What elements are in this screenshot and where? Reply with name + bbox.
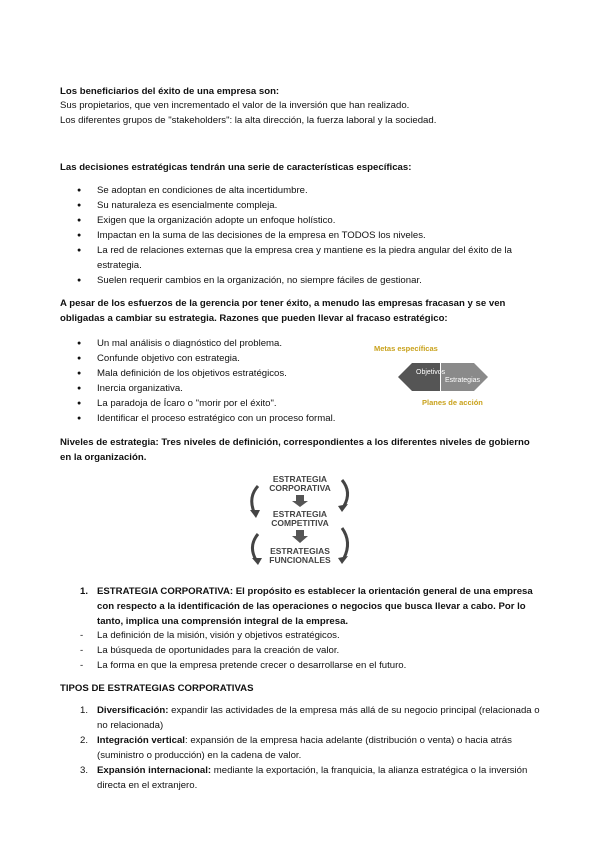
list-item: ● La red de relaciones externas que la empresa crea y mantiene es la piedra angular del éxito de la estrategia.: [60, 243, 540, 273]
list-item: ● Su naturaleza es esencialmente compleja.: [60, 198, 540, 213]
corporate-types-heading: TIPOS DE ESTRATEGIAS CORPORATIVAS: [60, 683, 254, 694]
characteristics-list: [60, 183, 540, 288]
list-item: - La búsqueda de oportunidades para la creación de valor.: [60, 643, 540, 658]
list-item: ● Suelen requerir cambios en la organización, no siempre fáciles de gestionar.: [60, 273, 540, 288]
list-item: ● La paradoja de Ícaro o "morir por el éxito".: [60, 396, 380, 411]
levels-heading: Niveles de estrategia: Tres niveles de definición, correspondientes a los diferentes niveles de gobierno en la organización.: [60, 437, 530, 463]
right-curve-arrowhead: [338, 556, 348, 564]
strategies-label: Estrategias: [445, 377, 481, 384]
list-item: [60, 763, 540, 793]
list-item: - La forma en que la empresa pretende crecer o desarrollarse en el futuro.: [60, 658, 540, 673]
list-item: [60, 733, 540, 763]
right-curve-arrow: [342, 528, 348, 558]
corporate-types-list: [60, 703, 540, 793]
specific-goals-label: Metas específicas: [374, 344, 438, 353]
left-curve-arrowhead-bottom: [252, 558, 262, 565]
action-plans-label: Planes de acción: [422, 398, 483, 407]
item-text: expandir las actividades de la empresa más allá de su negocio principal (relacionada o no relacionada): [97, 705, 540, 731]
list-item: ● Identificar el proceso estratégico con un proceso formal.: [60, 411, 380, 426]
strategy-levels-diagram: [244, 472, 356, 572]
level1-line1: ESTRATEGIA: [272, 474, 328, 484]
list-item: ● Impactan en la suma de las decisiones de la empresa en TODOS los niveles.: [60, 228, 540, 243]
item-term: Diversificación:: [97, 705, 169, 716]
characteristics-heading: Las decisiones estratégicas tendrán una serie de características específicas:: [60, 162, 412, 173]
level3-line1: ESTRATEGIAS: [270, 546, 330, 556]
corporate-strategy-text: ESTRATEGIA CORPORATIVA: El propósito es establecer la orientación general de una empresa con respecto a la identificación de las operaciones o negocios que busca llevar a cabo. Por lo tanto, implica una comprensión integral de la empresa.: [97, 586, 533, 627]
left-curve-arrow: [252, 486, 258, 512]
level2-line1: ESTRATEGIA: [272, 509, 328, 519]
left-curve-arrowhead: [250, 510, 260, 518]
level1-line2: CORPORATIVA: [269, 483, 331, 493]
item-term: Integración vertical: [97, 735, 185, 746]
beneficiaries-line: Los diferentes grupos de "stakeholders": la alta dirección, la fuerza laboral y la sociedad.: [60, 115, 437, 126]
list-item: ● Se adoptan en condiciones de alta incertidumbre.: [60, 183, 540, 198]
level2-line2: COMPETITIVA: [271, 518, 329, 528]
failure-heading: A pesar de los esfuerzos de la gerencia por tener éxito, a menudo las empresas fracasan y se ven obligadas a cambiar su estrategia. Razones que pueden llevar al fracaso estratégico:: [60, 298, 506, 324]
beneficiaries-line: Sus propietarios, que ven incrementado el valor de la inversión que han realizado.: [60, 100, 410, 111]
list-item: ● Mala definición de los objetivos estratégicos.: [60, 366, 380, 381]
list-item: ● Un mal análisis o diagnóstico del problema.: [60, 336, 380, 351]
corporate-strategy-list: [60, 584, 540, 629]
list-number: 2.: [80, 735, 89, 746]
right-curve-arrowhead-top: [338, 504, 348, 512]
beneficiaries-heading: Los beneficiarios del éxito de una empresa son:: [60, 86, 280, 97]
right-curve-arrow-top: [342, 480, 348, 506]
objectives-label: Objetivos: [416, 369, 446, 376]
list-item: ● Confunde objetivo con estrategia.: [60, 351, 380, 366]
down-arrow: [292, 530, 308, 543]
level3-line2: FUNCIONALES: [269, 555, 331, 565]
list-item: ● Exigen que la organización adopte un enfoque holístico.: [60, 213, 540, 228]
list-item: - La definición de la misión, visión y objetivos estratégicos.: [60, 628, 540, 643]
list-number: 1.: [80, 586, 89, 597]
list-number: 1.: [80, 705, 89, 716]
list-number: 3.: [80, 765, 89, 776]
strategy-goals-diagram: [372, 341, 502, 407]
item-text: : expansión de la empresa hacia adelante (distribución o venta) o hacia atrás (suministro o producción) en la cadena de valor.: [97, 735, 512, 761]
corporate-strategy-points: [60, 628, 540, 673]
failure-reasons-list: [60, 336, 380, 426]
item-term: Expansión internacional:: [97, 765, 212, 776]
objectives-arrow: [398, 363, 440, 391]
list-item: [60, 703, 540, 733]
list-item: [60, 584, 540, 629]
item-text: mediante la exportación, la franquicia, la alianza estratégica o la inversión directa en el extranjero.: [97, 765, 528, 791]
list-item: ● Inercia organizativa.: [60, 381, 380, 396]
left-curve-arrow-bottom: [252, 534, 258, 560]
down-arrow: [292, 495, 308, 507]
